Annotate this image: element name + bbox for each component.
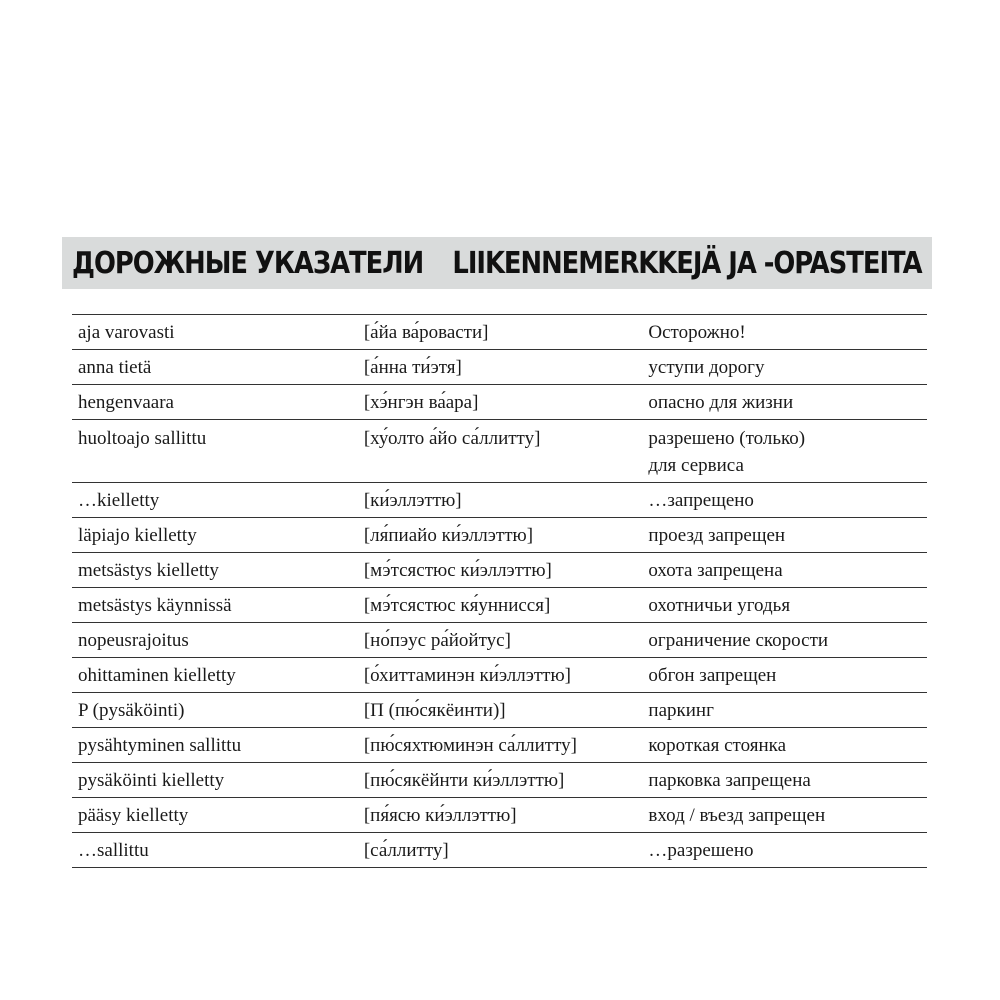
transcription: [но́пэус ра́йойтус] [363,630,511,651]
russian-translation: охотничьи угодья [648,595,791,616]
russian-translation: охота запрещена [648,560,783,581]
table-row [72,693,927,728]
russian-translation: ограничение скорости [648,630,829,651]
table-row [72,798,927,833]
transcription: [пя́ясю ки́эллэттю] [363,805,517,826]
table-row [72,623,927,658]
table-row [72,315,927,350]
section-title [72,246,922,281]
finnish-phrase: pysäköinti kielletty [78,770,225,791]
russian-translation: парковка запрещена [648,770,811,791]
transcription: [мэ́тсястюс ки́эллэттю] [363,560,552,581]
table-row [72,833,927,868]
finnish-phrase: …kielletty [78,490,160,511]
table-row [72,553,927,588]
finnish-phrase: hengenvaara [78,392,174,413]
finnish-phrase: pääsy kielletty [78,805,189,826]
table-row [72,420,927,483]
finnish-phrase: läpiajo kielletty [78,525,197,546]
finnish-phrase: ohittaminen kielletty [78,665,236,686]
finnish-phrase: aja varovasti [78,322,175,343]
russian-translation: проезд запрещен [648,525,786,546]
finnish-phrase: metsästys käynnissä [78,595,232,616]
table-row [72,350,927,385]
russian-translation-line2: для сервиса [648,455,744,476]
transcription: [ля́пиайо ки́эллэттю] [363,525,534,546]
russian-translation: опасно для жизни [648,392,794,413]
russian-translation: обгон запрещен [648,665,777,686]
finnish-phrase: nopeusrajoitus [78,630,189,651]
section-header [62,237,932,289]
finnish-phrase: pysähtyminen sallittu [78,735,242,756]
finnish-phrase: …sallittu [78,840,149,861]
table-row [72,385,927,420]
title-finnish: LIIKENNEMERKKEJÄ JA -OPASTEITA [452,245,922,281]
russian-translation: уступи дорогу [648,357,765,378]
transcription: [хэ́нгэн ва́ара] [363,392,479,413]
table-row [72,658,927,693]
table-row [72,728,927,763]
russian-translation: Осторожно! [648,322,746,343]
transcription: [а́нна ти́этя] [363,357,462,378]
russian-translation: …запрещено [648,490,754,511]
russian-translation-line1: разрешено (только) [648,428,806,449]
transcription: [пю́сяхтюминэн са́ллитту] [363,735,577,756]
transcription: [о́хиттаминэн ки́эллэттю] [363,665,572,686]
finnish-phrase: P (pysäköinti) [78,700,185,721]
transcription: [а́йа ва́ровасти] [363,322,489,343]
transcription: [ху́олто а́йо са́ллитту] [363,428,541,449]
transcription: [пю́сякёйнти ки́эллэттю] [363,770,565,791]
finnish-phrase: huoltoajo sallittu [78,428,207,449]
finnish-phrase: anna tietä [78,357,152,378]
russian-translation [642,420,927,483]
transcription: [П (пю́сякёинти)] [363,700,506,721]
table-row [72,588,927,623]
table-row [72,518,927,553]
phrase-table [72,314,927,868]
transcription: [са́ллитту] [363,840,449,861]
russian-translation: вход / въезд запрещен [648,805,826,826]
transcription: [ки́эллэттю] [363,490,462,511]
title-russian: ДОРОЖНЫЕ УКАЗАТЕЛИ [72,245,424,281]
russian-translation: паркинг [648,700,714,721]
transcription: [мэ́тсястюс кя́уннисся] [363,595,551,616]
russian-translation: …разрешено [648,840,754,861]
finnish-phrase: metsästys kielletty [78,560,219,581]
russian-translation: короткая стоянка [648,735,786,756]
table-row [72,483,927,518]
table-row [72,763,927,798]
